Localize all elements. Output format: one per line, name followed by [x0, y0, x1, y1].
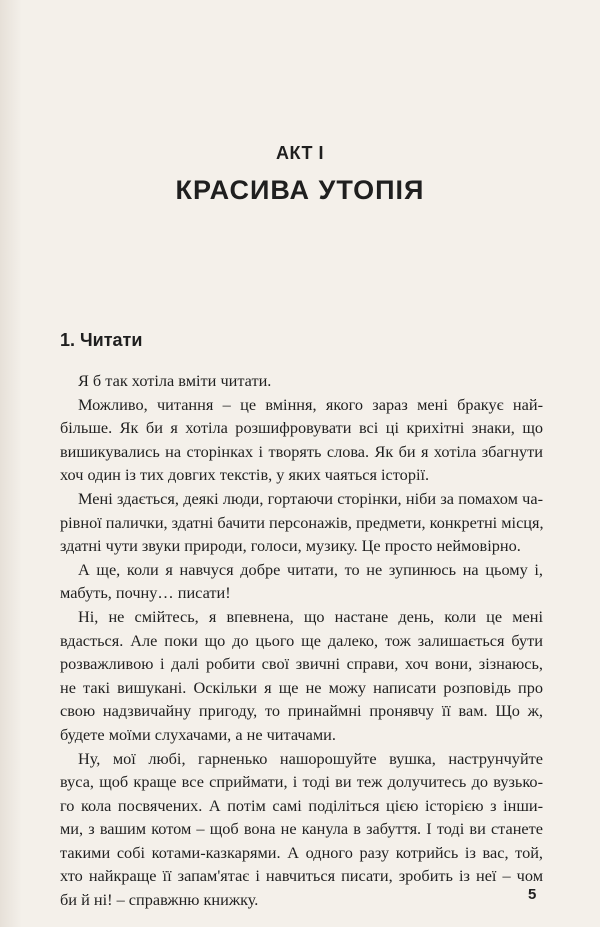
- text-line: Я б так хотіла вміти читати.: [78, 371, 272, 390]
- text-line: хто найкраще її запам'ятає і навчиться писати, зробить із неї – чом: [60, 866, 543, 886]
- text-line: би й ні! – справжню книжку.: [60, 890, 259, 910]
- text-line: А ще, коли я навчуся добре читати, то не зупинюсь на цьому і,: [78, 559, 543, 579]
- body-text: [60, 369, 543, 912]
- chapter-title: КРАСИВА УТОПІЯ: [175, 175, 425, 205]
- text-line: будете моїми слухачами, а не читачами.: [60, 724, 336, 744]
- page-number: 5: [528, 886, 537, 903]
- text-line: вуса, щоб краще все сприймати, і тоді ви теж долучитесь до вузько-: [60, 772, 543, 792]
- text-line: вишикувались на сторінках і творять слова. Як би я хотіла збагнути: [60, 441, 543, 461]
- text-line: більше. Як би я хотіла розшифровувати всі ці крихітні знаки, що: [60, 418, 543, 438]
- text-line: рівної палички, здатні бачити персонажів, предмети, конкретні місця,: [60, 512, 544, 532]
- text-line: Можливо, читання – це вміння, якого зараз мені бракує най-: [78, 394, 543, 414]
- text-line: хоч один із тих довгих текстів, у яких чаяться історії.: [60, 465, 430, 485]
- text-line: го кола посвячених. А потім самі поділіться цією історією з інши-: [60, 795, 543, 815]
- text-line: розважливою і далі робити свої звичні справи, хоч вони, зізнаюсь,: [60, 654, 543, 674]
- text-line: Мені здається, деякі люди, гортаючи сторінки, ніби за помахом ча-: [78, 488, 543, 508]
- text-line: Ні, не смійтесь, я впевнена, що настане день, коли це мені: [78, 606, 543, 626]
- act-heading: АКТ І: [276, 143, 324, 163]
- page-gutter-shadow: [0, 0, 22, 927]
- section-heading: 1. Читати: [60, 330, 143, 350]
- text-line: такими собі котами-казкарями. А одного разу котрийсь із вас, той,: [60, 842, 543, 862]
- text-line: свою надзвичайну пригоду, то принаймні пронявчу її вам. Що ж,: [60, 701, 543, 721]
- text-line: здатні чути звуки природи, голоси, музику. Це просто неймовірно.: [60, 536, 521, 556]
- text-line: ми, з вашим котом – щоб вона не канула в забуття. І тоді ви станете: [60, 819, 543, 839]
- text-line: мабуть, почну… писати!: [60, 583, 231, 603]
- text-line: вдасться. Але поки що до цього ще далеко, тож залишається бути: [60, 630, 543, 650]
- text-line: не такі вишукані. Оскільки я ще не можу написати розповідь про: [60, 677, 543, 697]
- text-line: Ну, мої любі, гарненько нашорошуйте вушка, наструнчуйте: [78, 748, 543, 768]
